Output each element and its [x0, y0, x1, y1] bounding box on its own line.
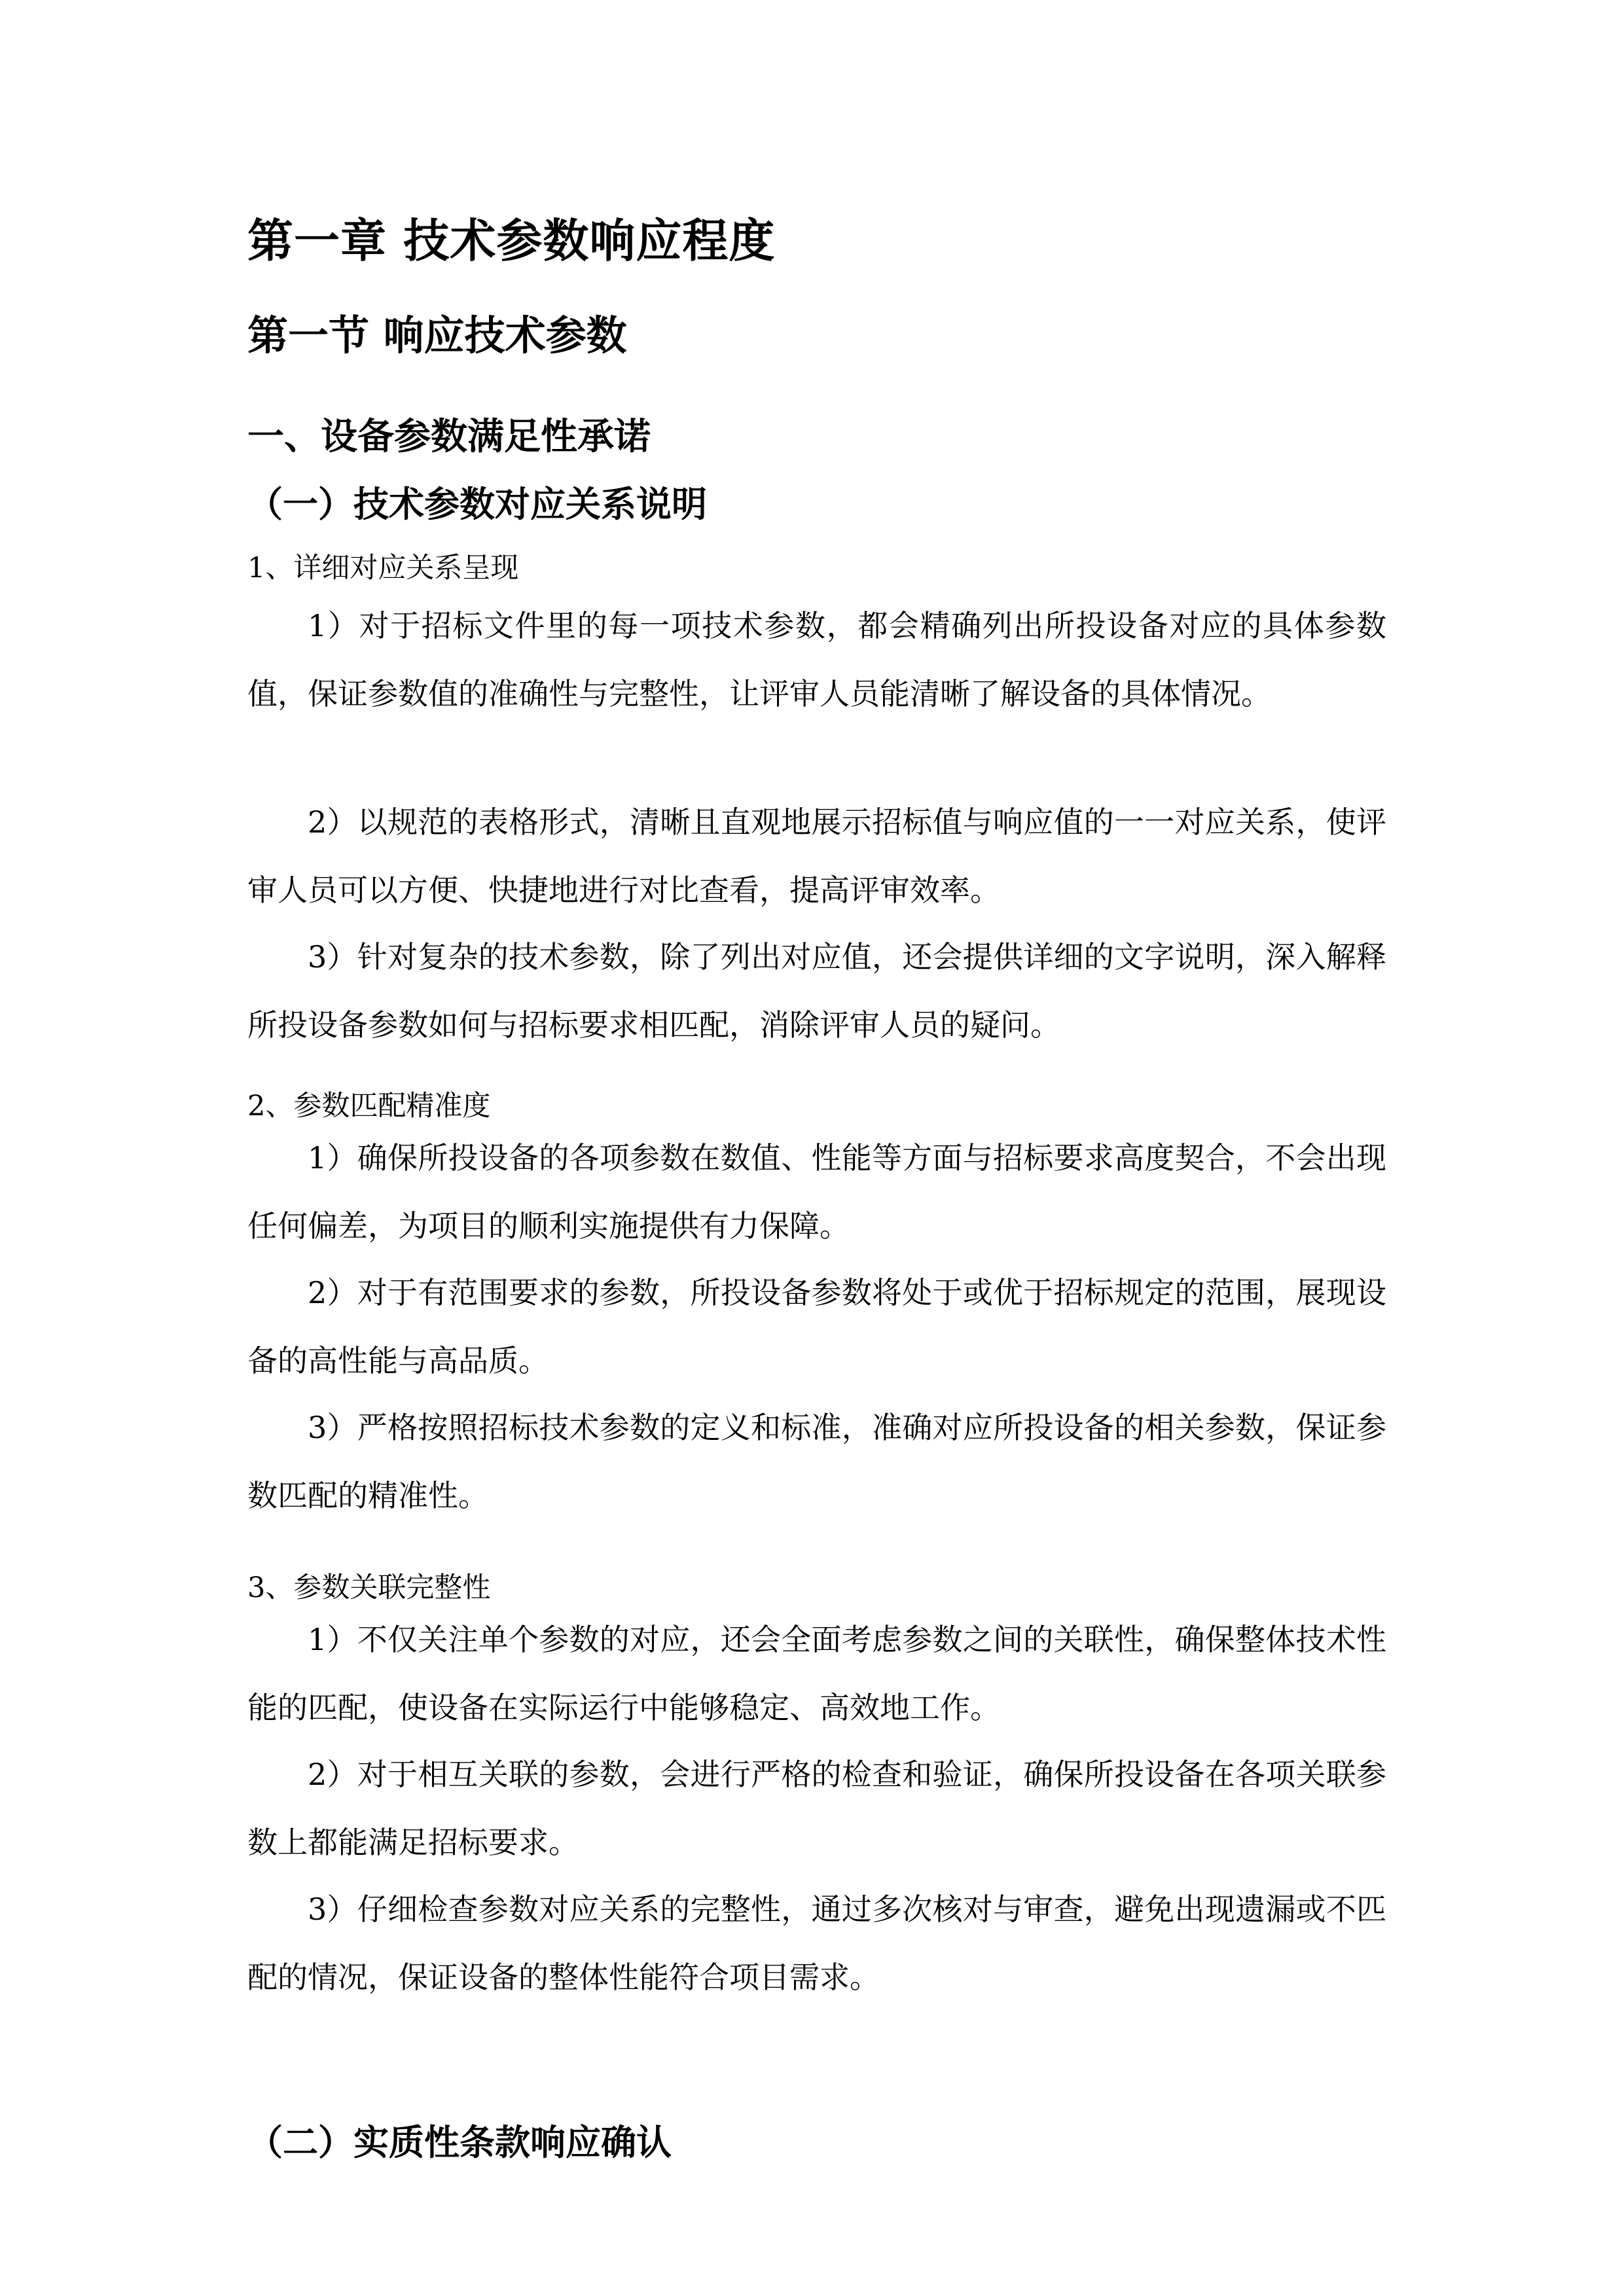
item-title: 2、参数匹配精准度: [247, 1090, 491, 1122]
subsection-title: （一）技术参数对应关系说明: [247, 483, 707, 525]
heading-commitment: 一、设备参数满足性承诺: [247, 415, 651, 458]
paragraph: 1）确保所投设备的各项参数在数值、性能等方面与招标要求高度契合，不会出现任何偏差，为项目的顺利实施提供有力保障。: [247, 1140, 1386, 1244]
chapter-title: 第一章 技术参数响应程度: [247, 213, 776, 268]
subsection-title: （二）实质性条款响应确认: [247, 2121, 672, 2163]
section-title: 第一节 响应技术参数: [247, 312, 627, 359]
item-title: 3、参数关联完整性: [247, 1571, 491, 1604]
paragraph: 2）对于有范围要求的参数，所投设备参数将处于或优于招标规定的范围，展现设备的高性能与高品质。: [247, 1275, 1386, 1378]
paragraph: 1）对于招标文件里的每一项技术参数，都会精确列出所投设备对应的具体参数值，保证参数值的准确性与完整性，让评审人员能清晰了解设备的具体情况。: [247, 608, 1386, 711]
paragraph: 3）严格按照招标技术参数的定义和标准，准确对应所投设备的相关参数，保证参数匹配的精准性。: [247, 1410, 1386, 1513]
paragraph: 2）以规范的表格形式，清晰且直观地展示招标值与响应值的一一对应关系，使评审人员可以方便、快捷地进行对比查看，提高评审效率。: [247, 804, 1386, 908]
paragraph: 3）针对复杂的技术参数，除了列出对应值，还会提供详细的文字说明，深入解释所投设备参数如何与招标要求相匹配，消除评审人员的疑问。: [247, 939, 1386, 1043]
paragraph: 2）对于相互关联的参数，会进行严格的检查和验证，确保所投设备在各项关联参数上都能满足招标要求。: [247, 1757, 1386, 1860]
paragraph: 1）不仅关注单个参数的对应，还会全面考虑参数之间的关联性，确保整体技术性能的匹配，使设备在实际运行中能够稳定、高效地工作。: [247, 1622, 1386, 1725]
paragraph: 3）仔细检查参数对应关系的完整性，通过多次核对与审查，避免出现遗漏或不匹配的情况，保证设备的整体性能符合项目需求。: [247, 1892, 1386, 1995]
item-title: 1、详细对应关系呈现: [247, 552, 519, 584]
